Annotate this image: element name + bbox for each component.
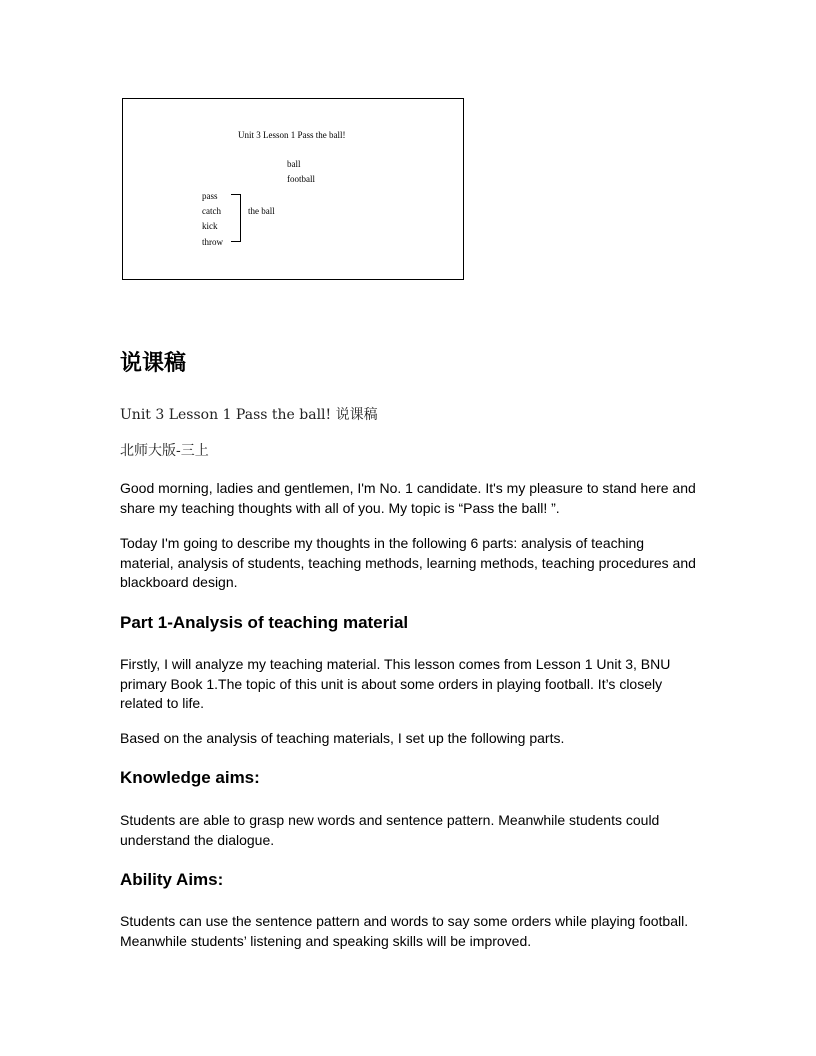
ability-aims-heading: Ability Aims: bbox=[120, 870, 224, 889]
board-word-football: football bbox=[287, 174, 315, 184]
board-word-ball: ball bbox=[287, 159, 301, 169]
material-paragraph: Firstly, I will analyze my teaching material. This lesson comes from Lesson 1 Unit 3, BNU primary Book 1.The topic of this unit is about some orders in playing football. It’s closely related to life. bbox=[120, 656, 671, 711]
knowledge-aims-heading: Knowledge aims: bbox=[120, 768, 260, 787]
intro-paragraph: Good morning, ladies and gentlemen, I'm No. 1 candidate. It's my pleasure to stand here and share my teaching thoughts with all of you. My topic is “Pass the ball! ”. bbox=[120, 480, 696, 516]
knowledge-aims-paragraph: Students are able to grasp new words and sentence pattern. Meanwhile students could understand the dialogue. bbox=[120, 812, 660, 848]
lesson-subtitle: Unit 3 Lesson 1 Pass the ball! 说课稿 bbox=[120, 407, 378, 423]
ability-aims-paragraph: Students can use the sentence pattern and words to say some orders while playing football. Meanwhile students’ listening and speaking skills will be improved. bbox=[120, 913, 689, 949]
board-verb-throw: throw bbox=[202, 237, 223, 247]
board-object: the ball bbox=[248, 206, 275, 216]
board-verb-kick: kick bbox=[202, 221, 218, 231]
page-heading: 说课稿 bbox=[120, 351, 187, 376]
board-title: Unit 3 Lesson 1 Pass the ball! bbox=[238, 130, 346, 140]
part1-heading: Part 1-Analysis of teaching material bbox=[120, 613, 409, 632]
bracket-icon bbox=[231, 194, 241, 242]
board-verb-catch: catch bbox=[202, 206, 221, 216]
board-verb-pass: pass bbox=[202, 191, 218, 201]
outline-paragraph: Today I'm going to describe my thoughts in the following 6 parts: analysis of teaching material, analysis of students, teaching methods, learning methods, teaching procedures and blackboard design. bbox=[120, 535, 696, 590]
edition-label: 北师大版-三上 bbox=[120, 443, 209, 459]
parts-paragraph: Based on the analysis of teaching materials, I set up the following parts. bbox=[120, 730, 565, 746]
blackboard-design bbox=[122, 98, 464, 280]
